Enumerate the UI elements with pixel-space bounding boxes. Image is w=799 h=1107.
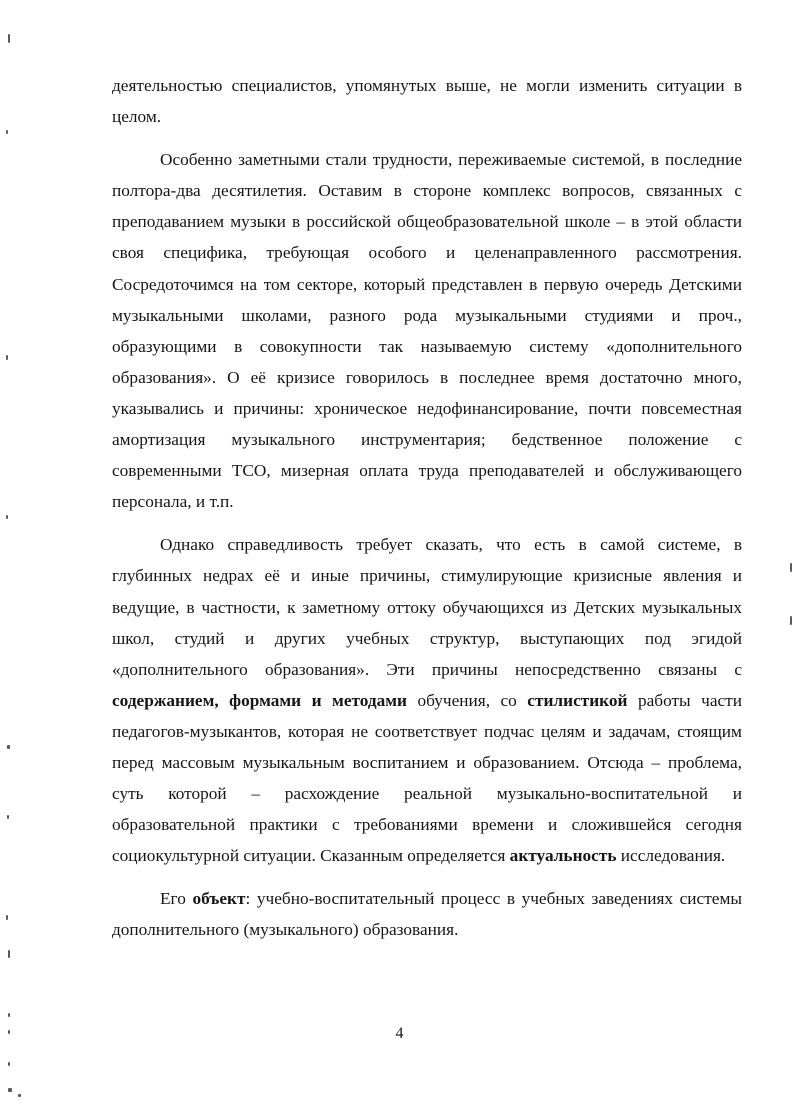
paragraph-text: деятельностью специалистов, упомянутых выше, не могли изменить ситуации в целом. <box>112 76 742 127</box>
body-text <box>112 70 742 946</box>
paragraph-text: Однако справедливость требует сказать, что есть в самой системе, в глубинных недрах её и иные причины, стимулирующие кризисные явления и ведущие, в частности, к заметному оттоку обучающихся из Детских музыкальных школ, студий и других учебных структур, выступающих под эгидой «дополнительного образования». Эти причины непосредственно связаны с <box>112 535 742 679</box>
scan-speck <box>790 563 792 572</box>
bold-term-object: объект <box>192 889 246 909</box>
paragraph-justice <box>112 529 742 871</box>
paragraph-text: работы части педагогов-музыкантов, которая не соответствует подчас целям и задачам, стоящим перед массовым музыкальным воспитанием и образованием. Отсюда – проблема, суть которой – расхождение реальной музыкально-воспитательной и образовательной практики с требованиями времени и сложившейся сегодня социокультурной ситуации. Сказанным определяется <box>112 690 742 866</box>
scan-speck <box>790 616 792 625</box>
scan-speck <box>7 745 10 749</box>
scan-speck <box>6 130 8 134</box>
bold-term-relevance: актуальность <box>509 846 617 866</box>
scan-speck <box>18 1094 21 1097</box>
scan-speck <box>6 915 8 920</box>
scan-speck <box>8 1088 12 1092</box>
scan-speck <box>6 515 8 519</box>
scan-speck <box>6 355 8 360</box>
scan-speck <box>8 1030 10 1034</box>
paragraph-difficulties <box>112 144 742 517</box>
paragraph-text: Особенно заметными стали трудности, переживаемые системой, в последние полтора-два десятилетия. Оставим в стороне комплекс вопросов, связанных с преподаванием музыки в российской общеобразовательной школе – в этой области своя специфика, требующая особого и целенаправленного рассмотрения. Сосредоточимся на том секторе, который представлен в первую очередь Детскими музыкальными школами, разного рода музыкальными студиями и проч., образующими в совокупности так называемую систему «дополнительного образования». О её кризисе говорилось в последнее время достаточно много, указывались и причины: хроническое недофинансирование, почти повсеместная амортизация музыкального инструментария; бедственное положение с современными ТСО, мизерная оплата труда преподавателей и обслуживающего персонала, и т.п. <box>112 150 742 512</box>
scan-speck <box>8 1013 10 1017</box>
paragraph-object <box>112 883 742 945</box>
paragraph-text: обучения, со <box>407 690 528 710</box>
paragraph-continuation <box>112 70 742 132</box>
paragraph-text: Его <box>160 889 193 909</box>
scan-speck <box>8 34 10 43</box>
scan-speck <box>8 950 10 958</box>
scan-speck <box>8 1062 10 1066</box>
paragraph-text: исследования. <box>616 846 726 866</box>
bold-term-stylistics: стилистикой <box>527 690 628 710</box>
bold-term-content-forms-methods: содержанием, формами и методами <box>112 690 407 710</box>
paragraph-text: : учебно-воспитательный процесс в учебных заведениях системы дополнительного (музыкального) образования. <box>112 889 742 940</box>
scan-speck <box>7 815 9 819</box>
page-number: 4 <box>395 1025 404 1042</box>
